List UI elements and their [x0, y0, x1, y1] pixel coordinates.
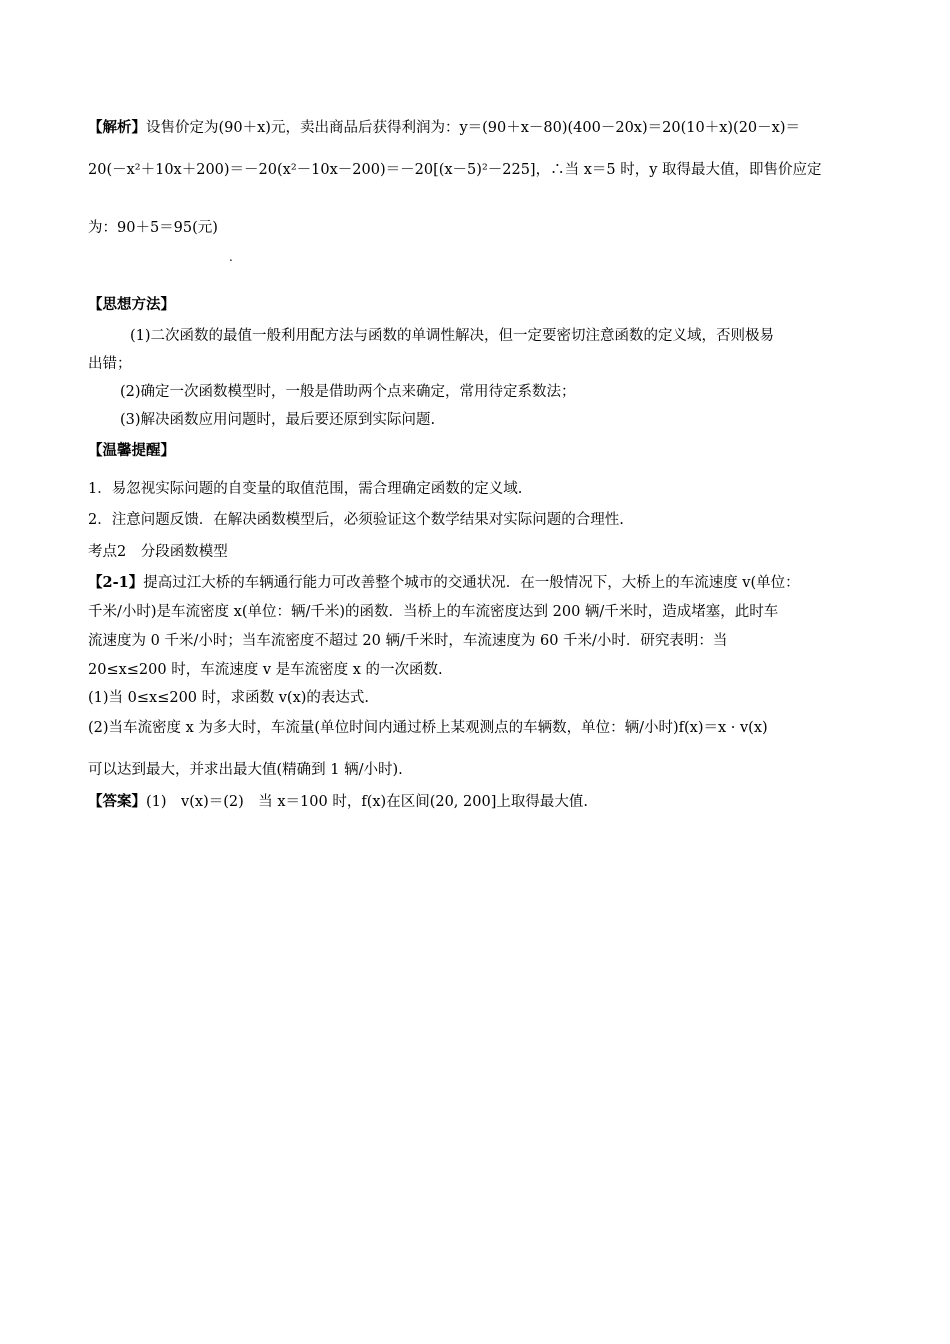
analysis-line-1 — [88, 118, 800, 138]
question-2-cont: 可以达到最大，并求出最大值(精确到 1 辆/小时). — [88, 762, 403, 778]
answer-label: 【答案】 — [88, 793, 146, 810]
method-heading: 【思想方法】 — [88, 296, 175, 313]
method-point-1: (1)二次函数的最值一般利用配方法与函数的单调性解决，但一定要密切注意函数的定义域，否则极易 — [130, 328, 775, 344]
problem-text-1: 提高过江大桥的车辆通行能力可改善整个城市的交通状况．在一般情况下，大桥上的车流速度 v(单位： — [143, 575, 800, 591]
tip-2: 2．注意问题反馈．在解决函数模型后，必须验证这个数学结果对实际问题的合理性. — [88, 512, 624, 528]
answer-text: (1) v(x)＝(2) 当 x＝100 时，f(x)在区间(20, 200]上取得最大值. — [146, 794, 588, 810]
problem-line-1 — [88, 573, 800, 593]
tips-heading: 【温馨提醒】 — [88, 442, 175, 459]
topic-heading: 考点2 分段函数模型 — [88, 544, 228, 560]
stray-dot: . — [229, 250, 233, 264]
problem-label: 【2-1】 — [88, 574, 144, 591]
method-point-3: (3)解决函数应用问题时，最后要还原到实际问题. — [120, 412, 436, 428]
method-point-2: (2)确定一次函数模型时，一般是借助两个点来确定，常用待定系数法； — [120, 384, 576, 400]
tip-1: 1．易忽视实际问题的自变量的取值范围，需合理确定函数的定义域. — [88, 481, 523, 497]
problem-line-3: 流速度为 0 千米/小时；当车流密度不超过 20 辆/千米时，车流速度为 60 千米/小时．研究表明：当 — [88, 633, 728, 649]
method-point-1-cont: 出错； — [88, 356, 132, 372]
analysis-text-1: 设售价定为(90＋x)元，卖出商品后获得利润为：y＝(90＋x－80)(400－20x)＝20(10＋x)(20－x)＝ — [146, 120, 800, 136]
problem-line-4: 20≤x≤200 时，车流速度 v 是车流密度 x 的一次函数. — [88, 662, 443, 678]
question-1: (1)当 0≤x≤200 时，求函数 v(x)的表达式. — [88, 690, 370, 706]
analysis-label: 【解析】 — [88, 119, 146, 136]
analysis-line-2: 20(－x²＋10x＋200)＝－20(x²－10x－200)＝－20[(x－5)²－225]，∴当 x＝5 时，y 取得最大值，即售价应定 — [88, 162, 822, 178]
answer-line — [88, 792, 588, 812]
question-2: (2)当车流密度 x 为多大时，车流量(单位时间内通过桥上某观测点的车辆数，单位：辆/小时)f(x)＝x · v(x) — [88, 720, 768, 736]
analysis-line-3: 为：90＋5＝95(元) — [88, 220, 218, 236]
problem-line-2: 千米/小时)是车流密度 x(单位：辆/千米)的函数．当桥上的车流密度达到 200 辆/千米时，造成堵塞，此时车 — [88, 604, 779, 620]
